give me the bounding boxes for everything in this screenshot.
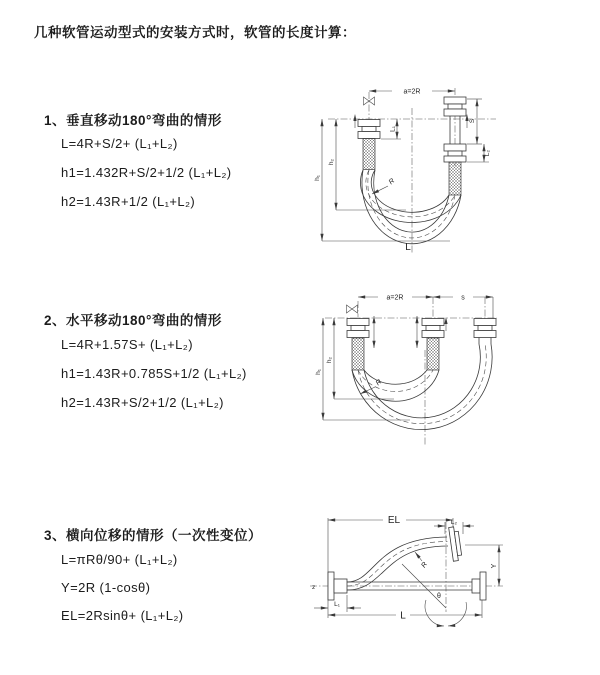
dim-label-s: s	[461, 294, 465, 302]
hose-curves	[352, 344, 492, 430]
dimension-s	[467, 99, 482, 144]
flange-left	[328, 572, 347, 600]
dim-label-s: S	[469, 118, 476, 124]
dimension-l1	[314, 595, 361, 612]
dim-label-h1: h₁	[315, 369, 322, 375]
dimension-a-2r	[369, 89, 455, 96]
hose-fitting-right	[474, 319, 496, 345]
formula-line: EL=2Rsinθ+ (L₁+L₂)	[61, 608, 184, 623]
dim-label-h2: h₂	[328, 158, 335, 166]
dim-label-l: L	[400, 610, 406, 622]
diagram-horizontal-180-bend	[298, 280, 598, 455]
dim-label-el: EL	[387, 515, 401, 526]
diagram-lateral-displacement	[298, 500, 600, 660]
flange-right	[472, 572, 486, 600]
flange-displaced	[449, 526, 463, 561]
dim-label-h2: h₂	[326, 356, 333, 364]
formula-line: Y=2R (1-cosθ)	[61, 580, 151, 595]
angle-label-theta: θ	[437, 593, 441, 600]
hose-fitting-left	[358, 120, 380, 170]
centerlines	[310, 522, 503, 612]
valve-icon	[347, 305, 358, 313]
page-title: 几种软管运动型式的安装方式时，软管的长度计算：	[34, 25, 356, 40]
hose-fitting-right	[444, 97, 466, 195]
section-1-heading: 1、垂直移动180°弯曲的情形	[44, 113, 222, 128]
dim-label-r: R	[420, 561, 430, 570]
hose-curves	[360, 170, 461, 244]
bend-radius-callout	[372, 178, 396, 194]
formula-line: L=4R+S/2+ (L₁+L₂)	[61, 136, 178, 151]
formula-line: h2=1.43R+1/2 (L₁+L₂)	[61, 194, 196, 209]
formula-line: L=πRθ/90+ (L₁+L₂)	[61, 552, 178, 567]
dim-label-length: L	[405, 242, 411, 253]
dim-label-h1: h₁	[314, 175, 321, 181]
formula-line: h1=1.43R+0.785S+1/2 (L₁+L₂)	[61, 366, 247, 381]
dimension-l1	[381, 119, 401, 139]
dim-label-l1: L₁	[334, 601, 340, 608]
dim-label-l1: L₁	[389, 126, 397, 132]
section-2-heading: 2、水平移动180°弯曲的情形	[44, 313, 222, 328]
dim-label-r: R	[374, 378, 384, 388]
formula-line: L=4R+1.57S+ (L₁+L₂)	[61, 337, 193, 352]
section-3-heading: 3、横向位移的情形（一次性变位）	[44, 528, 263, 543]
dimension-l2	[467, 144, 491, 162]
formula-line: h1=1.432R+S/2+1/2 (L₁+L₂)	[61, 165, 232, 180]
movement-arrows	[444, 317, 447, 331]
dimension-a-2r	[358, 295, 433, 302]
hose-fitting-left	[347, 319, 369, 371]
dim-label-a2r: a=2R	[403, 88, 421, 96]
dim-label-l2: L₂	[450, 519, 458, 526]
dim-label-r: R	[387, 177, 397, 187]
hose-fitting-middle	[422, 319, 444, 371]
diagram-vertical-180-bend	[300, 70, 600, 260]
break-mark: z	[312, 584, 316, 591]
fitting-length-dims	[374, 316, 417, 348]
dim-label-y: Y	[491, 563, 498, 569]
centerlines	[328, 88, 496, 253]
formula-line: h2=1.43R+S/2+1/2 (L₁+L₂)	[61, 395, 224, 410]
dim-label-a2r: a=2R	[386, 294, 404, 302]
dim-label-l2: L₂	[484, 149, 491, 157]
dimension-l	[328, 600, 482, 622]
